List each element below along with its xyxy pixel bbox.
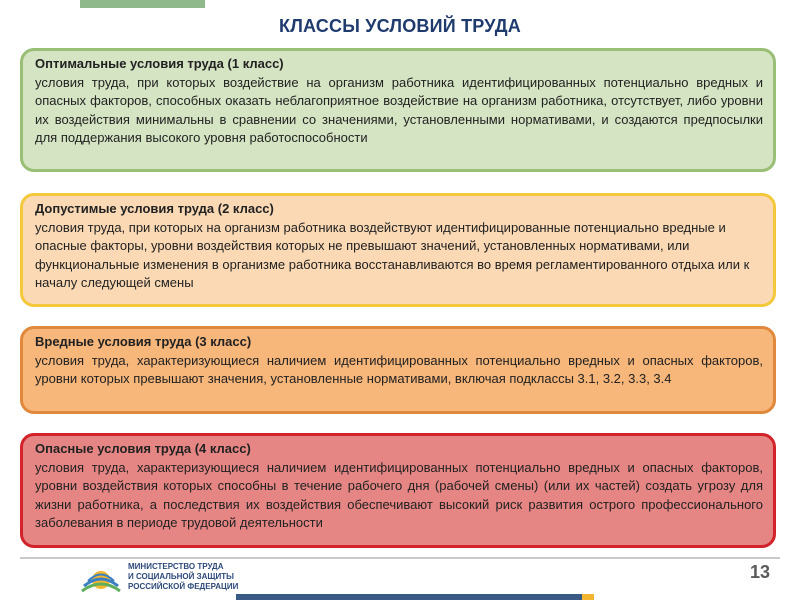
top-accent-bar <box>80 0 205 8</box>
bottom-accent-bar <box>236 594 582 600</box>
class-1-heading: Оптимальные условия труда (1 класс) <box>35 56 284 71</box>
class-3-description: условия труда, характеризующиеся наличием идентифицированных потенциально вредных и опасных факторов, уровни которых превышают значения, установленные нормативами, включая подклассы 3.1, 3.2, 3.3, 3.4 <box>35 352 763 386</box>
ministry-name <box>128 562 238 592</box>
class-2-description: условия труда, при которых на организм работника воздействуют идентифицированные потенциально вредные и опасные факторы, уровни воздействия которых не превышают значений, установленных нормативами, или функциональные изменения в организме работника восстанавливаются во время регламентированного отдыха или к началу следующей смены <box>35 219 750 290</box>
page-number: 13 <box>749 562 770 582</box>
ministry-line-1: МИНИСТЕРСТВО ТРУДА <box>128 562 224 571</box>
page-title: КЛАССЫ УСЛОВИЙ ТРУДА <box>279 16 521 36</box>
class-4-heading: Опасные условия труда (4 класс) <box>35 441 251 456</box>
class-2-acceptable-box <box>20 193 776 307</box>
ministry-line-3: РОССИЙСКОЙ ФЕДЕРАЦИИ <box>128 582 239 591</box>
class-4-dangerous-box <box>20 433 776 548</box>
class-1-optimal-box <box>20 48 776 172</box>
class-2-heading: Допустимые условия труда (2 класс) <box>35 201 274 216</box>
class-3-harmful-box <box>20 326 776 414</box>
ministry-logo-icon <box>80 560 122 594</box>
class-3-heading: Вредные условия труда (3 класс) <box>35 334 252 349</box>
ministry-line-2: И СОЦИАЛЬНОЙ ЗАЩИТЫ <box>128 572 234 581</box>
class-4-description: условия труда, характеризующиеся наличием идентифицированных потенциально вредных и опасных факторов, уровни воздействия которых способны в течение рабочего дня (рабочей смены) (или их частей) создать угрозу для жизни работника, а последствия их воздействия обеспечивают высокий риск развития острого профессионального заболевания в периоде трудовой деятельности <box>35 459 763 530</box>
class-1-description: условия труда, при которых воздействие на организм работника идентифицированных потенциально вредных и опасных факторов, способных оказать неблагоприятное воздействие на организм работника, отсутствует, либо уровни их воздействия минимальны в сравнении со значениями, установленными нормативами, и создаются предпосылки для поддержания высокого уровня работоспособности <box>35 74 763 145</box>
footer-divider <box>20 557 780 559</box>
